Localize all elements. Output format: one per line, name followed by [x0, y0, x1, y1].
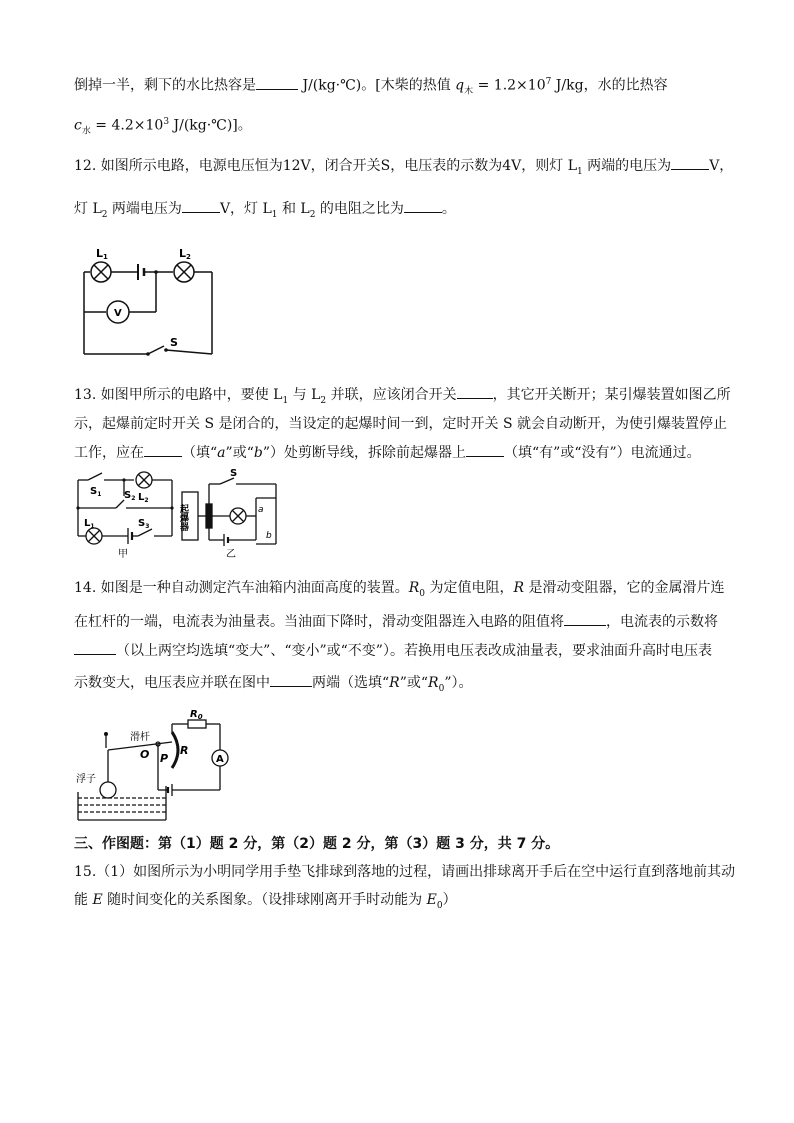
q11-line2 — [74, 112, 252, 141]
svg-text:L1 — [96, 247, 108, 261]
q13-line1 — [74, 384, 731, 411]
q13-jia-l2: L — [138, 492, 145, 503]
q11-c-sub: 水 — [81, 126, 91, 137]
q12-blank-1[interactable] — [671, 155, 709, 170]
q14-fig-float-label: 浮子 — [76, 774, 96, 785]
q13-jia-s1-sub: 1 — [97, 491, 102, 498]
q14-text-7: 示数变大，电压表应并联在图中 — [74, 675, 270, 691]
q14-opt-r0: R — [428, 675, 439, 691]
q14-text-5: ，电流表的示数将 — [606, 614, 718, 630]
q13-blank-2[interactable] — [144, 442, 182, 457]
q14-line1 — [74, 578, 724, 604]
q13-yi-caption: 乙 — [226, 549, 236, 560]
q13-jia-s1: S — [90, 486, 98, 497]
q11-unit: J/(kg·℃)。[木柴的热值 — [298, 77, 456, 94]
q12-fig-voltmeter-label: V — [114, 308, 122, 319]
svg-text:L2 — [138, 492, 149, 504]
q15-text-2: 能 — [74, 892, 93, 908]
q13-yi-point-a: a — [258, 505, 264, 515]
svg-text:S1 — [90, 486, 101, 498]
q13-text-2: 与 L — [288, 387, 321, 403]
q13-blank-1[interactable] — [457, 384, 493, 399]
q14-r0: R — [408, 580, 420, 596]
q12-text-7: 的电阻之比为 — [315, 201, 404, 217]
q13-jia-s3: S — [138, 518, 146, 529]
q14-text-4: 在杠杆的一端，电流表为油量表。当油面下降时，滑动变阻器连入电路的阻值将 — [74, 614, 564, 630]
q15-text-1: 15.（1）如图所示为小明同学用手垫飞排球到落地的过程，请画出排球离开手后在空中运行直到落地前其动 — [74, 864, 736, 880]
q15-e0: E — [426, 892, 437, 908]
q14-text-9: ”或“ — [399, 675, 429, 691]
q12-blank-2[interactable] — [182, 198, 220, 213]
q13-circuit-yi — [180, 468, 280, 560]
q11-q-symbol: q — [455, 77, 465, 94]
q12-text-2: 两端的电压为 — [582, 158, 672, 174]
q11-q-unit: J/kg，水的比热容 — [551, 77, 668, 94]
section3-heading: 三、作图题：第（1）题 2 分，第（2）题 2 分，第（3）题 3 分，共 7 分。 — [74, 836, 560, 852]
q14-blank-2[interactable] — [74, 640, 116, 655]
q13-jia-s3-sub: 3 — [145, 523, 150, 530]
q13-yi-device-label: 起爆器 — [178, 504, 188, 531]
q14-fig-slider-label: 滑杆 — [130, 732, 150, 743]
svg-text:L2 — [179, 247, 191, 261]
q13-sub-1: 1 — [282, 395, 289, 406]
q13-jia-l1: L — [84, 518, 91, 529]
svg-text:R0 — [190, 709, 203, 721]
q13-line3 — [74, 442, 701, 463]
q14-fig-r0: R — [190, 709, 198, 720]
q14-text-1: 14. 如图是一种自动测定汽车油箱内油面高度的装置。 — [74, 580, 409, 596]
q13-blank-3[interactable] — [466, 442, 504, 457]
q13-line2 — [74, 414, 727, 434]
q13-jia-s2: S — [124, 490, 132, 501]
q13-yi-point-b: b — [266, 531, 272, 541]
q12-line2 — [74, 198, 456, 225]
q12-text-5: V，灯 L — [219, 201, 272, 217]
q14-text-10: ”）。 — [444, 675, 473, 691]
q13-text-6: 工作，应在 — [74, 445, 144, 461]
q11-blank-1[interactable] — [256, 75, 298, 90]
q15-e0-sub: 0 — [436, 900, 443, 911]
q12-sub-2: 2 — [101, 209, 108, 220]
q14-opt-r: R — [389, 675, 400, 691]
q13-text-10: （填“有”或“没有”）电流通过。 — [504, 445, 701, 461]
q12-fig-switch-label: S — [170, 336, 178, 349]
q14-opt-r0-sub: 0 — [438, 683, 445, 694]
q11-c-symbol: c — [74, 117, 82, 134]
q12-text-4: 两端电压为 — [107, 201, 182, 217]
q12-circuit-figure — [70, 240, 220, 360]
q11-c-unit: J/(kg·℃)]。 — [169, 117, 252, 134]
q13-circuit-jia — [72, 468, 177, 560]
q11-text-a: 倒掉一半，剩下的水比热容是 — [74, 77, 256, 94]
q13-text-9: ”）处剪断导线，拆除前起爆器上 — [262, 445, 466, 461]
q13-text-1: 13. 如图甲所示的电路中，要使 L — [74, 387, 283, 403]
q13-yi-switch-label: S — [230, 468, 238, 479]
q13-text-7: （填“ — [182, 445, 218, 461]
q14-fig-ammeter-label: A — [216, 754, 224, 765]
q13-jia-caption: 甲 — [118, 549, 128, 560]
q13-sub-2: 2 — [320, 395, 327, 406]
q15-line1 — [74, 862, 735, 882]
q12-sub-1: 1 — [577, 166, 583, 177]
q13-text-3: 并联，应该闭合开关 — [326, 387, 457, 403]
q15-text-4: ） — [442, 892, 457, 908]
q12-fig-l2-label: L — [179, 247, 187, 260]
q14-line2 — [74, 611, 718, 632]
q14-blank-3[interactable] — [270, 672, 312, 687]
q12-blank-3[interactable] — [404, 198, 442, 213]
q15-e: E — [92, 892, 103, 908]
q12-fig-l1-label: L — [96, 247, 104, 260]
q14-r0-sub: 0 — [419, 588, 425, 599]
q13-option-b: b — [253, 445, 263, 461]
q11-q-exp: 7 — [545, 77, 552, 87]
svg-text:L1 — [84, 518, 95, 530]
q15-line2 — [74, 890, 457, 916]
q12-text-1: 12. 如图所示电路，电源电压恒为12V，闭合开关S，电压表的示数为4V，则灯 L — [74, 158, 577, 174]
q14-fig-r0-sub: 0 — [197, 713, 203, 721]
q12-sub-4: 2 — [309, 209, 316, 220]
q12-sub-3: 1 — [271, 209, 278, 220]
q14-fig-r-label: R — [180, 744, 189, 757]
q13-text-8: ”或“ — [225, 445, 254, 461]
q14-text-2: 为定值电阻， — [425, 580, 514, 596]
q12-unit-1: V， — [709, 158, 734, 174]
q14-fuel-gauge-figure — [72, 710, 252, 825]
svg-text:S2 — [124, 490, 135, 502]
q11-q-value: = 1.2×10 — [473, 77, 546, 94]
q13-option-a: a — [217, 445, 226, 461]
q11-line1 — [74, 72, 668, 101]
q13-jia-l1-sub: 1 — [90, 523, 95, 530]
q13-text-4: ，其它开关断开；某引爆装置如图乙所 — [492, 387, 731, 403]
q11-c-value: = 4.2×10 — [90, 117, 164, 134]
q14-line3 — [74, 640, 712, 661]
q14-text-8: 两端（选填“ — [312, 675, 390, 691]
q14-fig-slider-p: P — [160, 752, 169, 765]
q12-text-3: 灯 L — [74, 201, 102, 217]
q13-jia-l2-sub: 2 — [144, 497, 149, 504]
q11-c-exp: 3 — [163, 117, 170, 127]
q12-text-8: 。 — [441, 201, 456, 217]
q12-fig-l2-sub: 2 — [186, 253, 191, 261]
q14-line4 — [74, 672, 473, 699]
q14-blank-1[interactable] — [564, 611, 606, 626]
svg-text:S3 — [138, 518, 149, 530]
q12-text-6: 和 L — [277, 201, 310, 217]
q15-text-3: 随时间变化的关系图象。（设排球刚离开手时动能为 — [102, 892, 427, 908]
q14-fig-pivot-o: O — [140, 748, 150, 761]
q11-q-sub: 木 — [464, 86, 474, 97]
q13-jia-s2-sub: 2 — [131, 495, 136, 502]
q12-fig-l1-sub: 1 — [103, 253, 108, 261]
q12-line1 — [74, 155, 733, 182]
q14-text-6: （以上两空均选填“变大”、“变小”或“不变”）。若换用电压表改成油量表，要求油面升高时电压表 — [116, 643, 712, 659]
q14-text-3: 是滑动变阻器，它的金属滑片连 — [524, 580, 725, 596]
q13-text-5: 示，起爆前定时开关 S 是闭合的，当设定的起爆时间一到，定时开关 S 就会自动断开，为使引爆装置停止 — [74, 416, 727, 432]
q14-r: R — [513, 580, 524, 596]
